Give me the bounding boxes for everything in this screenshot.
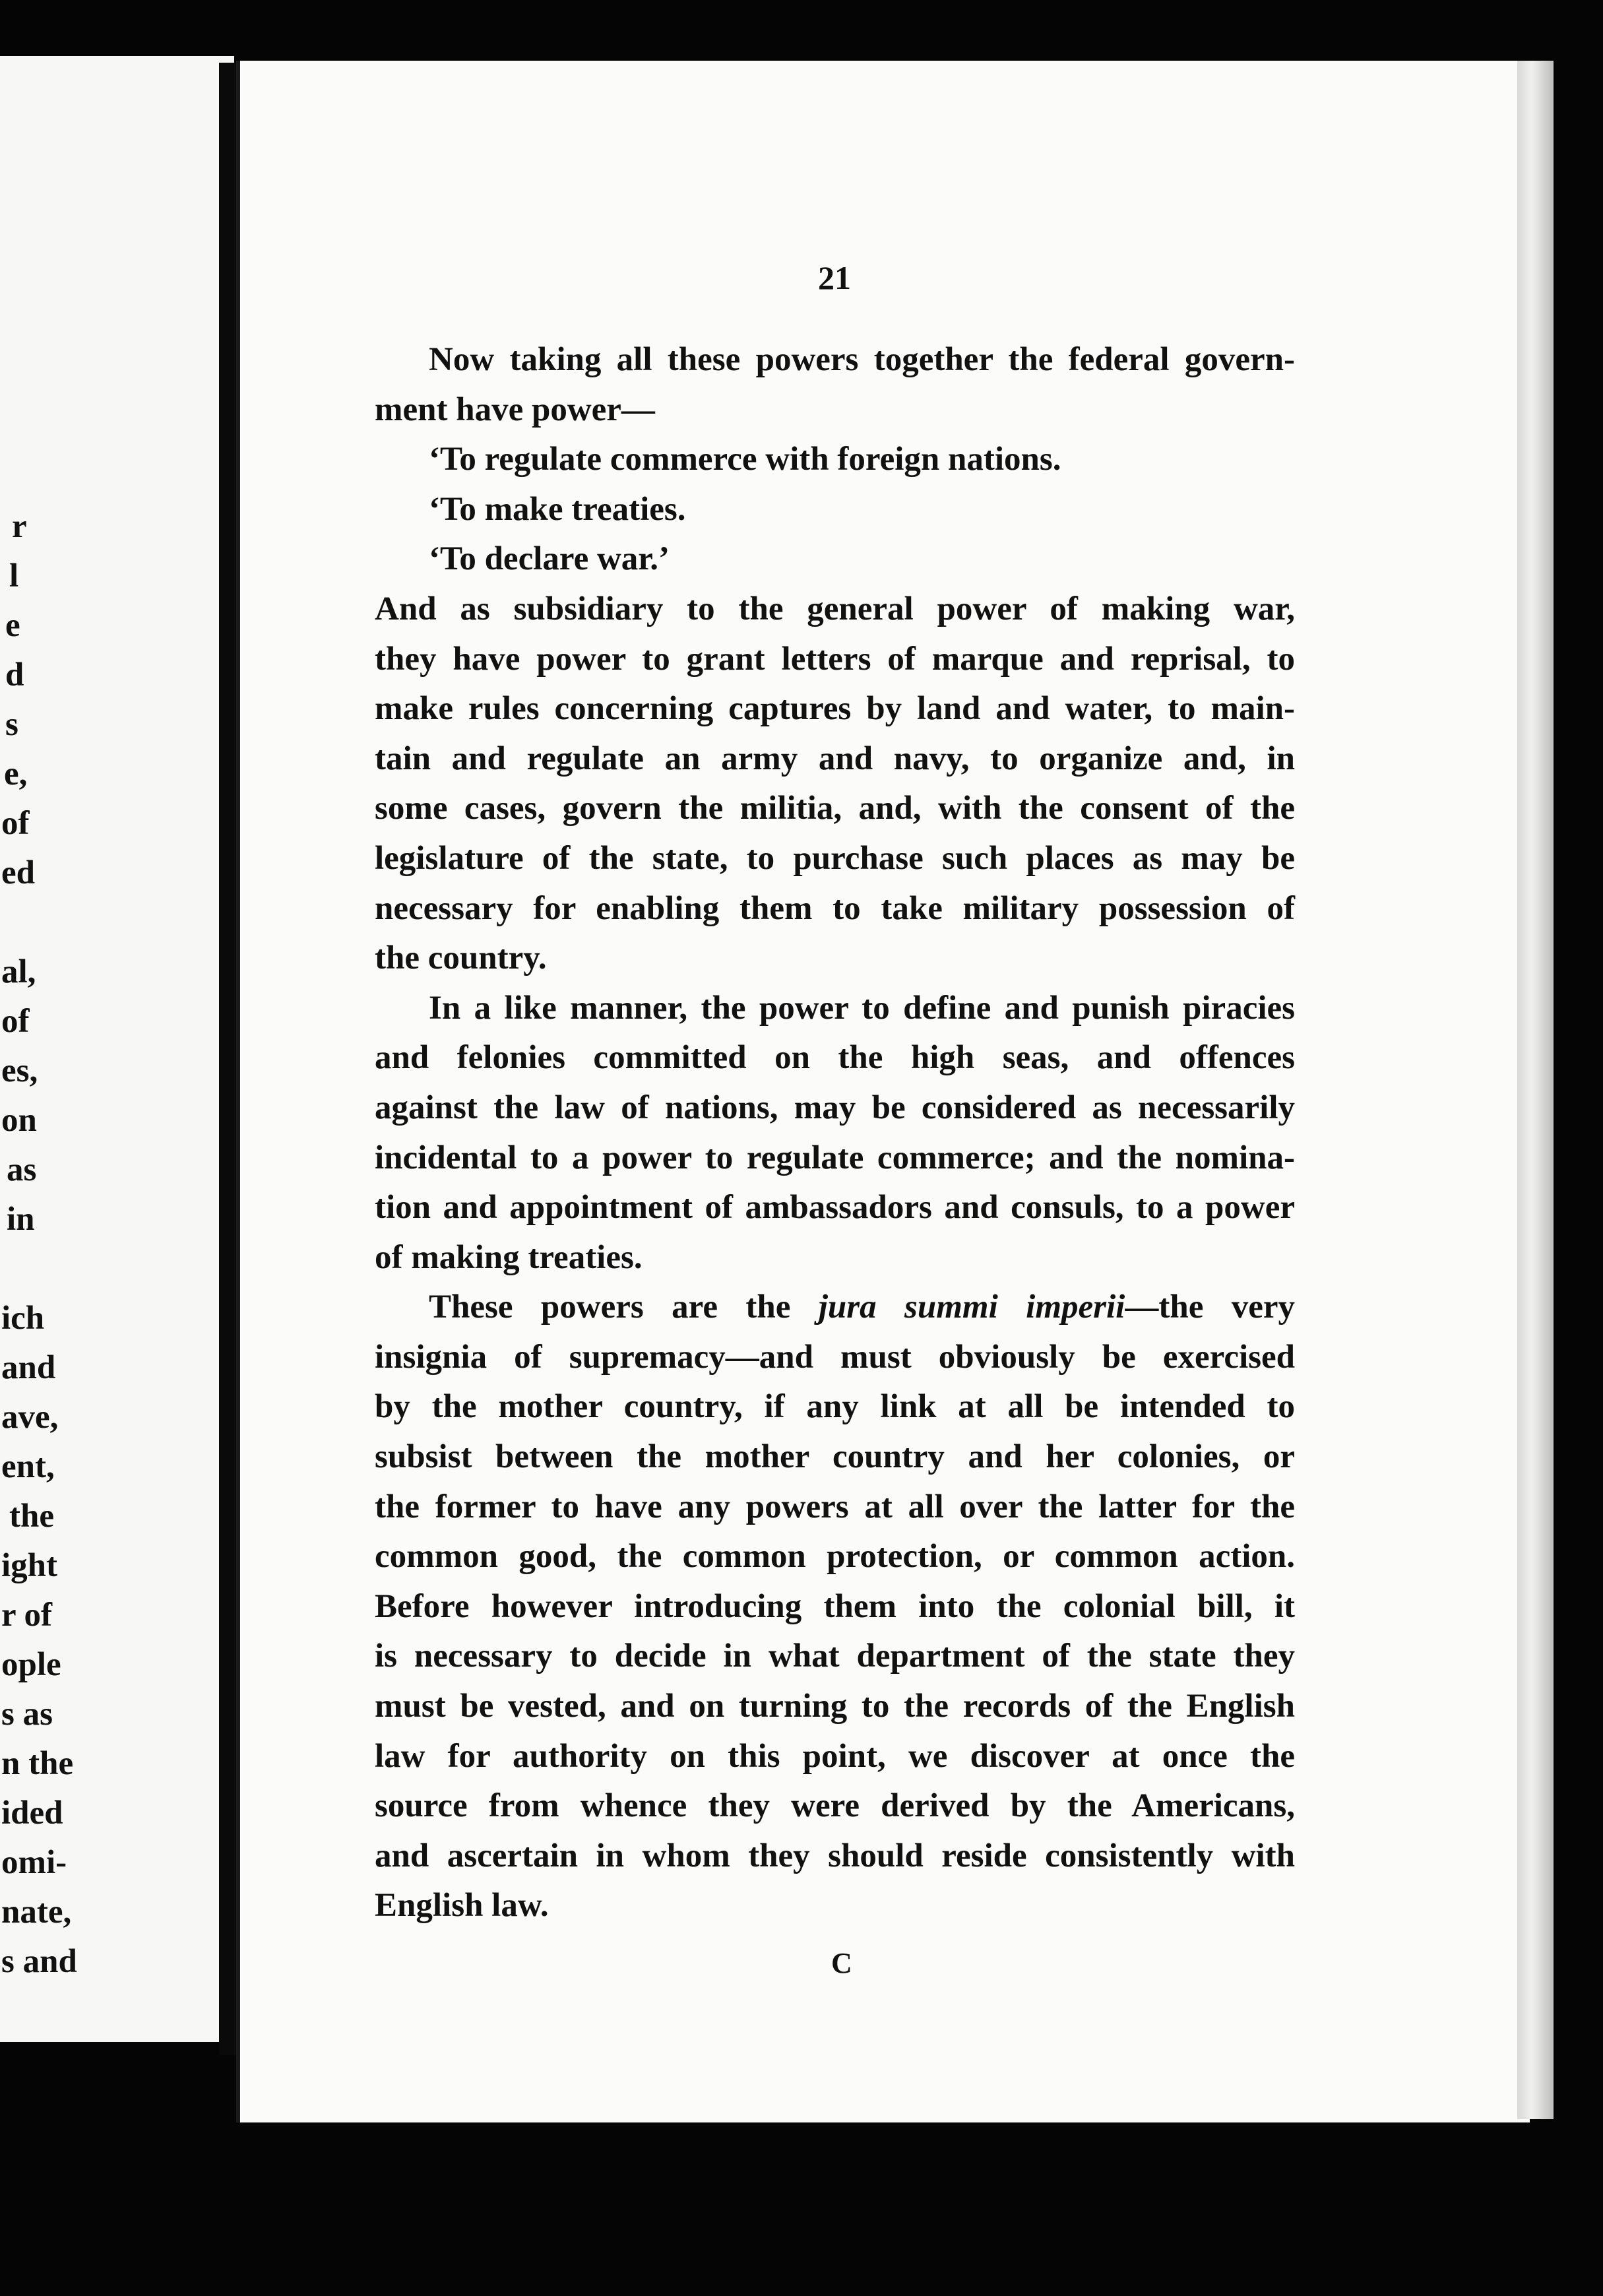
text-line: ‘To declare war.’: [429, 540, 670, 578]
text-line: the former to have any powers at all over the latter for the: [375, 1488, 1295, 1525]
signature-mark: C: [831, 1947, 852, 1979]
left-fragment: e,: [4, 755, 28, 792]
text-line: is necessary to decide in what department of the state they: [375, 1638, 1295, 1675]
text-line: must be vested, and on turning to the records of the English: [375, 1688, 1295, 1725]
text-segment: These powers are the: [429, 1289, 819, 1326]
left-fragment: n the: [1, 1745, 74, 1782]
text-line: insignia of supremacy—and must obviously be exercised: [375, 1338, 1295, 1376]
left-fragment: nate,: [1, 1894, 72, 1930]
left-fragment: s and: [1, 1943, 77, 1980]
text-line: tion and appointment of ambassadors and consuls, to a power: [375, 1189, 1295, 1227]
text-line: tain and regulate an army and navy, to organize and, in: [375, 740, 1295, 777]
text-line: incidental to a power to regulate commerce; and the nomina-: [375, 1139, 1295, 1176]
left-fragment: ich: [1, 1300, 45, 1337]
text-line: source from whence they were derived by the Americans,: [375, 1787, 1295, 1825]
text-line: Before however introducing them into the colonial bill, it: [375, 1587, 1295, 1625]
left-fragment: l: [9, 558, 19, 594]
left-fragment: d: [5, 656, 24, 693]
left-fragment: s: [5, 706, 18, 743]
left-fragment: the: [9, 1498, 54, 1535]
left-fragment: ight: [1, 1547, 58, 1584]
text-line: and felonies committed on the high seas, and offences: [375, 1039, 1295, 1077]
body-text: [375, 335, 1295, 1931]
text-line: legislature of the state, to purchase such places as may be: [375, 839, 1295, 877]
text-line: common good, the common protection, or common action.: [375, 1538, 1295, 1576]
left-fragment: and: [1, 1349, 56, 1386]
text-line: ment have power—: [375, 391, 655, 428]
page-edge: [1517, 61, 1554, 2119]
left-fragment: r: [12, 508, 27, 545]
text-line: against the law of nations, may be considered as necessarily: [375, 1089, 1295, 1126]
left-fragment: ent,: [1, 1448, 55, 1485]
text-line: make rules concerning captures by land and water, to main-: [375, 690, 1295, 728]
text-line: ‘To regulate commerce with foreign nations.: [429, 441, 1061, 478]
left-fragment: on: [1, 1102, 37, 1139]
text-line: and ascertain in whom they should reside consistently with: [375, 1837, 1295, 1874]
left-fragment: e: [5, 607, 20, 644]
text-line: In a like manner, the power to define and punish piracies: [429, 989, 1295, 1027]
text-line: they have power to grant letters of marque and reprisal, to: [375, 640, 1295, 678]
text-line: some cases, govern the militia, and, with the consent of the: [375, 790, 1295, 827]
text-line: the country.: [375, 940, 547, 977]
text-line: ‘To make treaties.: [429, 490, 686, 528]
left-fragment: omi-: [1, 1844, 67, 1881]
left-fragment: al,: [1, 953, 36, 990]
text-line: necessary for enabling them to take military possession of: [375, 889, 1295, 927]
page-number: 21: [818, 259, 851, 296]
text-line: by the mother country, if any link at all be intended to: [375, 1388, 1295, 1426]
text-line: [375, 1283, 1295, 1333]
left-fragment: as: [7, 1151, 37, 1188]
left-fragment: ople: [1, 1646, 61, 1683]
left-fragment: ave,: [1, 1399, 59, 1436]
text-line: English law.: [375, 1887, 549, 1925]
left-page: [0, 56, 234, 2042]
text-line: Now taking all these powers together the federal govern-: [429, 341, 1295, 378]
left-fragment: ed: [1, 854, 35, 891]
left-fragment: of: [1, 1003, 30, 1040]
text-line: subsist between the mother country and her colonies, or: [375, 1438, 1295, 1476]
text-line: And as subsidiary to the general power of making war,: [375, 590, 1295, 627]
left-fragment: r of: [1, 1597, 52, 1634]
left-fragment: in: [7, 1201, 35, 1238]
left-fragment: es,: [1, 1052, 38, 1089]
text-line: law for authority on this point, we discover at once the: [375, 1737, 1295, 1775]
text-line: of making treaties.: [375, 1238, 643, 1276]
left-fragment: ided: [1, 1795, 63, 1832]
left-fragment: of: [1, 805, 30, 842]
latin-phrase: jura summi imperii: [818, 1289, 1125, 1326]
left-fragment: s as: [1, 1696, 53, 1733]
text-segment: —the very: [1125, 1289, 1296, 1326]
